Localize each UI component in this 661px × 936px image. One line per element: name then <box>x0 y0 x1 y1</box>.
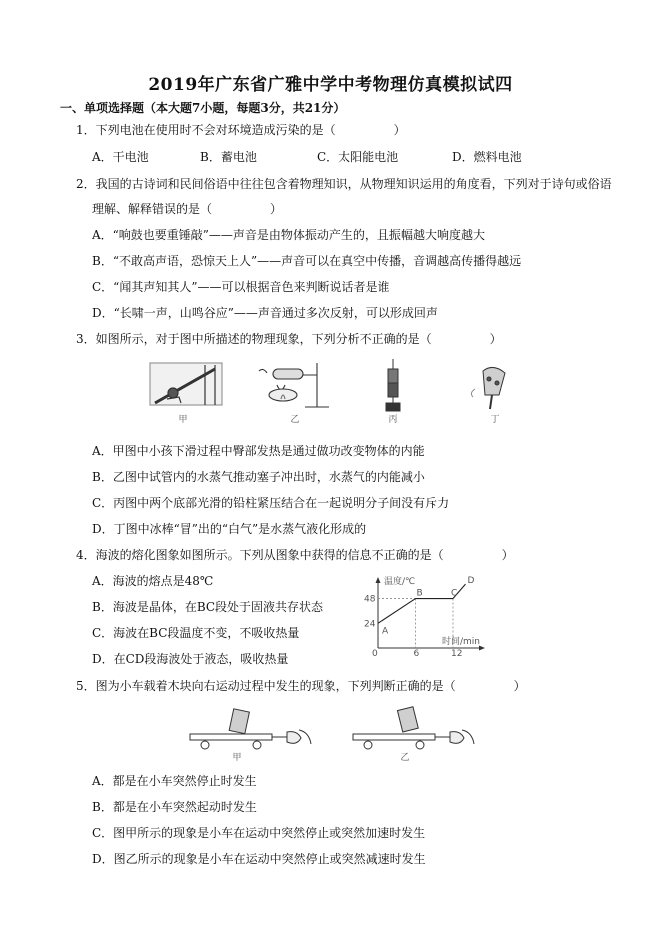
y-axis-label: 温度/℃ <box>384 577 416 587</box>
popsicle-illustration <box>471 367 505 409</box>
question-2-stem-continued <box>92 200 282 217</box>
lead-cylinders-illustration <box>386 359 400 411</box>
q1-option-c: C．太阳能电池 <box>317 150 399 164</box>
q4-option-a: A．海波的熔点是48℃ <box>92 574 214 588</box>
q1-option-b: B．蓄电池 <box>200 150 257 164</box>
question-5-stem <box>76 677 526 694</box>
question-1-stem <box>76 121 406 138</box>
series-segment <box>378 599 416 624</box>
slide-illustration <box>150 363 222 405</box>
q2-option-c: C．“闻其声知其人”——可以根据音色来判断说话者是谁 <box>92 280 390 294</box>
q4-option-c: C．海波在BC段温度不变，不吸收热量 <box>92 626 300 640</box>
q5-option-b: B．都是在小车突然起动时发生 <box>92 800 257 814</box>
point-label: C <box>451 588 458 599</box>
y-tick-label: 24 <box>364 619 376 630</box>
caption-yi: 乙 <box>400 753 410 763</box>
y-tick-label: 48 <box>364 594 376 605</box>
caption-bing: 丙 <box>388 415 398 425</box>
x-tick-label: 6 <box>413 649 420 656</box>
page-title: 2019年广东省广雅中学中考物理仿真模拟试四 <box>148 75 513 95</box>
cart-yi-illustration <box>353 707 474 749</box>
q5-option-a: A．都是在小车突然停止时发生 <box>92 774 257 788</box>
paren-close: ） <box>501 548 514 562</box>
section-heading: 一、单项选择题（本大题7小题，每题3分，共21分） <box>60 101 346 115</box>
cart-jia-illustration <box>190 709 311 749</box>
q3-option-d: D．丁图中冰棒“冒”出的“白气”是水蒸气液化形成的 <box>92 522 367 536</box>
paren-close: ） <box>489 332 502 346</box>
question-2-stem: 2．我国的古诗词和民间俗语中往往包含着物理知识，从物理知识运用的角度看，下列对于诗句或俗语 <box>76 177 612 191</box>
caption-jia: 甲 <box>232 753 242 763</box>
q4-option-b: B．海波是晶体，在BC段处于固液共存状态 <box>92 600 324 614</box>
q5-option-d: D．图乙所示的现象是小车在运动中突然停止或突然减速时发生 <box>92 852 426 866</box>
q1-option-a: A．干电池 <box>92 150 149 164</box>
q1-option-d: D．燃料电池 <box>452 150 522 164</box>
q5-option-c: C．图甲所示的现象是小车在运动中突然停止或突然加速时发生 <box>92 826 426 840</box>
point-label: A <box>382 626 389 637</box>
question-2-text: 理解、解释错误的是（ <box>92 202 213 216</box>
q2-option-b: B．“不敢高声语，恐惊天上人”——声音可以在真空中传播，音调越高传播得越远 <box>92 254 522 268</box>
point-label: D <box>467 576 475 587</box>
q3-option-c: C．丙图中两个底部光滑的铅柱紧压结合在一起说明分子间没有斥力 <box>92 496 450 510</box>
caption-jia: 甲 <box>178 415 188 425</box>
q3-option-a: A．甲图中小孩下滑过程中臀部发热是通过做功改变物体的内能 <box>92 444 425 458</box>
test-tube-illustration <box>259 363 329 407</box>
paren-close: ） <box>513 679 526 693</box>
x-tick-label: 0 <box>372 649 378 656</box>
paren-close: ） <box>393 123 406 137</box>
q2-option-a: A．“响鼓也要重锤敲”——声音是由物体振动产生的，且振幅越大响度越大 <box>92 228 485 242</box>
q3-option-b: B．乙图中试管内的水蒸气推动塞子冲出时，水蒸气的内能减小 <box>92 470 425 484</box>
question-3-text: 3．如图所示，对于图中所描述的物理现象，下列分析不正确的是（ <box>76 332 432 346</box>
caption-ding: 丁 <box>490 415 500 425</box>
point-label: B <box>416 588 423 599</box>
q3-figure-strip <box>145 355 525 435</box>
q5-figure <box>185 700 485 766</box>
q2-option-d: D．“长啸一声，山鸣谷应”——声音通过多次反射，可以形成回声 <box>92 306 438 320</box>
paren-close: ） <box>270 202 283 216</box>
question-3-stem <box>76 330 502 347</box>
y-axis-arrow <box>376 577 381 583</box>
question-5-text: 5．图为小车载着木块向右运动过程中发生的现象，下列判断正确的是（ <box>76 679 456 693</box>
question-1-text: 1．下列电池在使用时不会对环境造成污染的是（ <box>76 123 336 137</box>
x-tick-label: 12 <box>451 649 463 656</box>
caption-yi: 乙 <box>290 415 300 425</box>
question-4-stem <box>76 546 514 563</box>
x-axis-label: 时间/min <box>442 637 481 647</box>
melting-chart <box>350 572 490 656</box>
question-4-text: 4．海波的熔化图象如图所示。下列从图象中获得的信息不正确的是（ <box>76 548 444 562</box>
q4-option-d: D．在CD段海波处于液态，吸收热量 <box>92 652 289 666</box>
